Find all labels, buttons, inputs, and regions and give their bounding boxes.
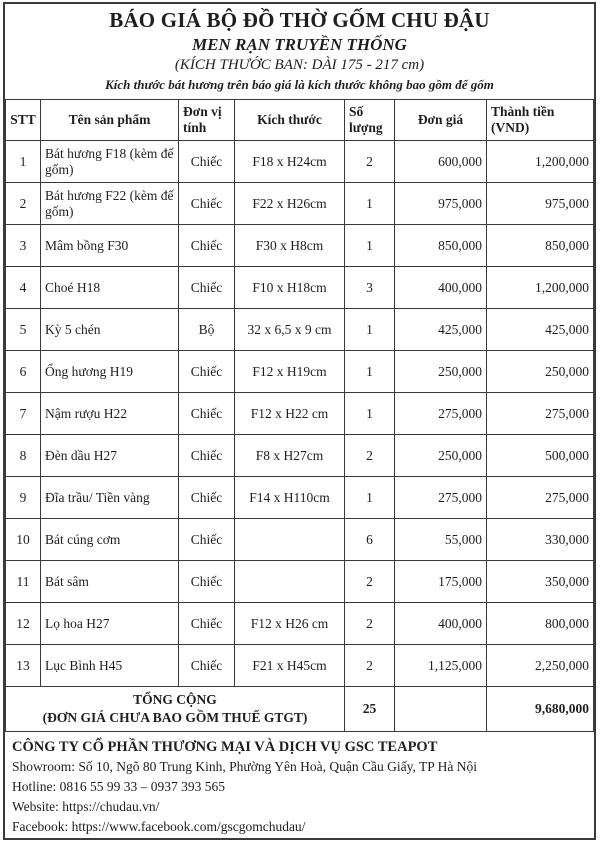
cell-size: F30 x H8cm (235, 225, 345, 267)
table-row (6, 603, 594, 645)
cell-size: F22 x H26cm (235, 183, 345, 225)
cell-unit: Chiếc (179, 477, 235, 519)
cell-amount: 500,000 (487, 435, 594, 477)
cell-size: F18 x H24cm (235, 141, 345, 183)
table-header-row (6, 100, 594, 141)
size-note: (KÍCH THƯỚC BAN: DÀI 175 - 217 cm) (174, 57, 425, 73)
table-row (6, 435, 594, 477)
cell-amount: 1,200,000 (487, 141, 594, 183)
cell-product: Bát hương F22 (kèm đế gốm) (41, 183, 179, 225)
cell-size: F12 x H22 cm (235, 393, 345, 435)
cell-product: Đĩa trầu/ Tiền vàng (41, 477, 179, 519)
cell-amount: 350,000 (487, 561, 594, 603)
cell-product: Choé H18 (41, 267, 179, 309)
cell-stt: 8 (6, 435, 41, 477)
total-row (6, 687, 594, 732)
table-row (6, 225, 594, 267)
table-row (6, 645, 594, 687)
cell-stt: 6 (6, 351, 41, 393)
document-title: BÁO GIÁ BỘ ĐỒ THỜ GỐM CHU ĐẬU (109, 8, 490, 32)
quote-document (3, 2, 596, 840)
cell-amount: 330,000 (487, 519, 594, 561)
cell-unit: Chiếc (179, 225, 235, 267)
cell-size: F14 x H110cm (235, 477, 345, 519)
cell-size: F21 x H45cm (235, 645, 345, 687)
cell-unit: Chiếc (179, 393, 235, 435)
cell-unit: Chiếc (179, 183, 235, 225)
cell-unit-price: 425,000 (395, 309, 487, 351)
cell-amount: 850,000 (487, 225, 594, 267)
col-header-amount: Thành tiền (VND) (487, 100, 594, 141)
table-row (6, 309, 594, 351)
cell-amount: 275,000 (487, 477, 594, 519)
col-header-stt: STT (6, 100, 41, 141)
cell-stt: 1 (6, 141, 41, 183)
table-row (6, 267, 594, 309)
cell-unit-price: 850,000 (395, 225, 487, 267)
table-row (6, 351, 594, 393)
cell-unit-price: 275,000 (395, 393, 487, 435)
cell-unit-price: 1,125,000 (395, 645, 487, 687)
cell-quantity: 1 (345, 225, 395, 267)
cell-stt: 3 (6, 225, 41, 267)
cell-stt: 12 (6, 603, 41, 645)
cell-quantity: 3 (345, 267, 395, 309)
cell-amount: 975,000 (487, 183, 594, 225)
cell-unit-price: 250,000 (395, 435, 487, 477)
cell-stt: 7 (6, 393, 41, 435)
cell-unit: Chiếc (179, 267, 235, 309)
cell-quantity: 2 (345, 435, 395, 477)
cell-quantity: 2 (345, 645, 395, 687)
cell-unit-price: 400,000 (395, 603, 487, 645)
col-header-name: Tên sản phẩm (41, 100, 179, 141)
cell-unit: Chiếc (179, 435, 235, 477)
cell-unit: Chiếc (179, 351, 235, 393)
total-quantity: 25 (345, 687, 395, 732)
cell-unit-price: 55,000 (395, 519, 487, 561)
cell-quantity: 1 (345, 309, 395, 351)
cell-unit: Chiếc (179, 645, 235, 687)
document-header (5, 4, 594, 99)
table-row (6, 141, 594, 183)
cell-amount: 1,200,000 (487, 267, 594, 309)
table-row (6, 519, 594, 561)
grand-total: 9,680,000 (487, 687, 594, 732)
cell-unit: Chiếc (179, 561, 235, 603)
cell-product: Bát sâm (41, 561, 179, 603)
table-row (6, 393, 594, 435)
cell-product: Kỳ 5 chén (41, 309, 179, 351)
cell-amount: 800,000 (487, 603, 594, 645)
hotline: Hotline: 0816 55 99 33 – 0937 393 565 (12, 779, 225, 794)
cell-unit-price: 250,000 (395, 351, 487, 393)
cell-size: F12 x H19cm (235, 351, 345, 393)
cell-stt: 5 (6, 309, 41, 351)
table-row (6, 561, 594, 603)
cell-quantity: 2 (345, 141, 395, 183)
cell-amount: 425,000 (487, 309, 594, 351)
col-header-price: Đơn giá (395, 100, 487, 141)
cell-unit: Chiếc (179, 519, 235, 561)
cell-unit: Chiếc (179, 141, 235, 183)
cell-unit: Chiếc (179, 603, 235, 645)
table-body (6, 141, 594, 687)
cell-unit-price: 600,000 (395, 141, 487, 183)
cell-product: Ống hương H19 (41, 351, 179, 393)
cell-stt: 11 (6, 561, 41, 603)
col-header-unit: Đơn vị tính (179, 100, 235, 141)
cell-size: F10 x H18cm (235, 267, 345, 309)
cell-unit-price: 975,000 (395, 183, 487, 225)
cell-quantity: 2 (345, 561, 395, 603)
cell-size: F8 x H27cm (235, 435, 345, 477)
cell-size: F12 x H26 cm (235, 603, 345, 645)
cell-quantity: 1 (345, 351, 395, 393)
cell-product: Bát cúng cơm (41, 519, 179, 561)
company-info (5, 732, 594, 837)
cell-size (235, 519, 345, 561)
cell-stt: 9 (6, 477, 41, 519)
cell-stt: 10 (6, 519, 41, 561)
cell-size: 32 x 6,5 x 9 cm (235, 309, 345, 351)
table-row (6, 183, 594, 225)
website-url: Website: https://chudau.vn/ (12, 799, 160, 814)
cell-quantity: 1 (345, 393, 395, 435)
table-row (6, 477, 594, 519)
cell-product: Bát hương F18 (kèm đế gốm) (41, 141, 179, 183)
cell-quantity: 1 (345, 477, 395, 519)
cell-size (235, 561, 345, 603)
total-unit-price (395, 687, 487, 732)
cell-quantity: 2 (345, 603, 395, 645)
col-header-qty: Số lượng (345, 100, 395, 141)
cell-amount: 2,250,000 (487, 645, 594, 687)
baseless-note: Kích thước bát hương trên báo giá là kích thước không bao gồm đế gốm (105, 77, 494, 92)
cell-quantity: 6 (345, 519, 395, 561)
price-table (5, 99, 594, 732)
cell-unit: Bộ (179, 309, 235, 351)
cell-unit-price: 175,000 (395, 561, 487, 603)
cell-quantity: 1 (345, 183, 395, 225)
document-subtitle: MEN RẠN TRUYỀN THỐNG (192, 35, 407, 54)
cell-unit-price: 275,000 (395, 477, 487, 519)
company-name: CÔNG TY CỔ PHẦN THƯƠNG MẠI VÀ DỊCH VỤ GSC TEAPOT (12, 739, 438, 755)
cell-product: Đèn dầu H27 (41, 435, 179, 477)
total-label-line1: TỔNG CỘNG (133, 691, 217, 707)
facebook-url: Facebook: https://www.facebook.com/gscgomchudau/ (12, 819, 306, 834)
cell-product: Lục Bình H45 (41, 645, 179, 687)
total-label-line2: (ĐƠN GIÁ CHƯA BAO GỒM THUẾ GTGT) (42, 710, 308, 725)
col-header-size: Kích thước (235, 100, 345, 141)
cell-stt: 2 (6, 183, 41, 225)
cell-stt: 13 (6, 645, 41, 687)
total-label (6, 687, 345, 732)
cell-stt: 4 (6, 267, 41, 309)
cell-product: Mâm bồng F30 (41, 225, 179, 267)
cell-amount: 275,000 (487, 393, 594, 435)
cell-product: Nậm rượu H22 (41, 393, 179, 435)
cell-product: Lọ hoa H27 (41, 603, 179, 645)
showroom-address: Showroom: Số 10, Ngõ 80 Trung Kinh, Phường Yên Hoà, Quận Cầu Giấy, TP Hà Nội (12, 759, 477, 774)
cell-unit-price: 400,000 (395, 267, 487, 309)
cell-amount: 250,000 (487, 351, 594, 393)
